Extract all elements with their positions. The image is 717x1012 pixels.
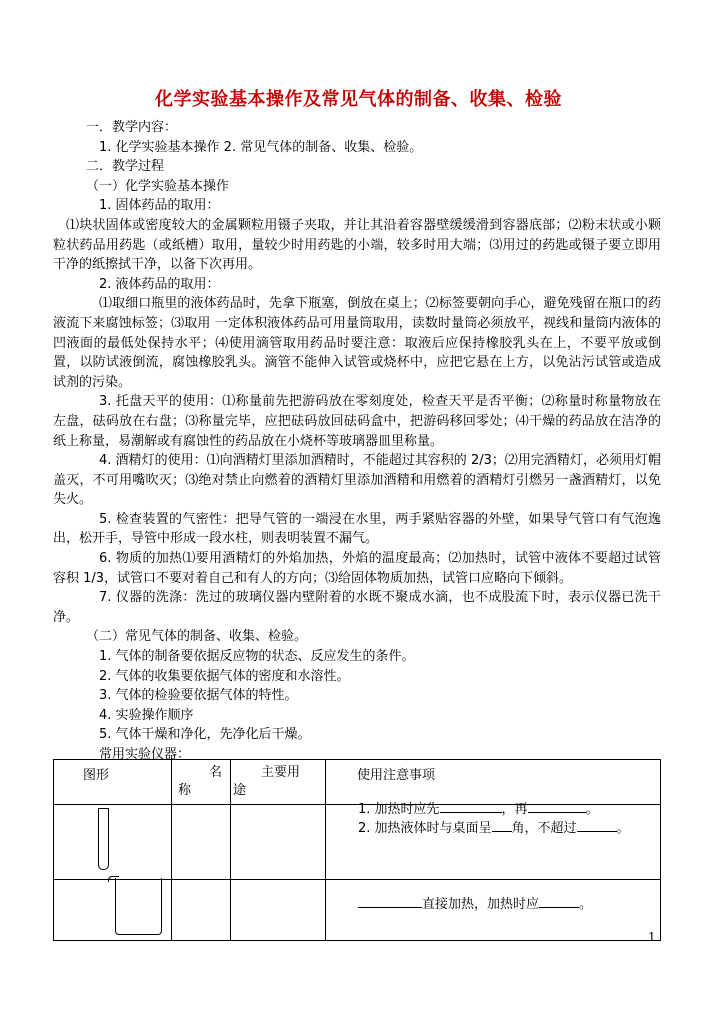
paragraph: 3. 托盘天平的使用：⑴称量前先把游码放在零刻度处，检查天平是否平衡；⑵称量时称量物放在左盘，砝码放在右盘；⑶称量完毕，应把砝码放回砝码盒中，把游码移回零处；⑷干燥的药品放在洁净的纸上称量，易潮解或有腐蚀性的药品放在小烧杯等玻璃器皿里称量。 — [53, 394, 661, 449]
list-item: 1. 气体的制备要依据反应物的状态、反应发生的条件。 — [99, 649, 415, 665]
paragraph: ⑴块状固体或密度较大的金属颗粒用镊子夹取，并让其沿着容器壁缓缓滑到容器底部；⑵粉末状或小颗粒状药品用药匙（或纸槽）取用，量较少时用药匙的小端，较多时用大端；⑶用过的药匙或镊子要立即用干净的纸擦拭干净，以备下次再用。 — [53, 217, 661, 273]
subsection-heading: （二）常见气体的制备、收集、检验。 — [86, 629, 308, 645]
cell-shape — [54, 805, 172, 880]
header-name — [172, 760, 231, 805]
list-item: 2. 气体的收集要依据气体的密度和水溶性。 — [99, 668, 350, 684]
cell-name — [172, 805, 231, 880]
note-line: 2. 加热液体时与桌面呈 角，不超过 。 — [358, 821, 630, 836]
paragraph: 5. 检查装置的气密性：把导气管的一端浸在水里，两手紧贴容器的外壁，如果导气管口有气泡逸出，松开手，导管中形成一段水柱，则表明装置不漏气。 — [53, 511, 661, 547]
header-name-part: 名 — [208, 765, 222, 780]
subsection-heading: （一）化学实验基本操作 — [86, 178, 230, 194]
header-name-part: 称 — [178, 783, 192, 798]
list-item: 4. 实验操作顺序 — [99, 707, 194, 723]
fill-blank — [577, 819, 617, 832]
beaker-drawing — [115, 878, 162, 935]
paragraph: 2. 液体药品的取用： — [99, 276, 220, 292]
header-use-part: 主要用 — [261, 765, 301, 780]
fill-blank — [440, 800, 502, 813]
cell-name — [172, 880, 231, 941]
table-header-row — [54, 760, 661, 805]
cell-use — [231, 880, 326, 941]
table-caption: 常用实验仪器： — [99, 747, 191, 762]
fill-blank — [539, 895, 579, 908]
paragraph: 4. 酒精灯的使用：⑴向酒精灯里添加酒精时，不能超过其容积的 2/3；⑵用完酒精灯，必须用灯帽盖灭，不可用嘴吹灭；⑶绝对禁止向燃着的酒精灯里添加酒精和用燃着的酒精灯引燃另一盏酒精灯，以免失火。 — [53, 453, 661, 508]
page-number: 1 — [648, 930, 656, 944]
page-title: 化学实验基本操作及常见气体的制备、收集、检验 — [155, 89, 562, 110]
list-item: 3. 气体的检验要依据气体的特性。 — [99, 688, 298, 704]
list-item: 5. 气体干燥和净化，先净化后干燥。 — [99, 727, 311, 743]
header-shape: 图形 — [54, 760, 172, 805]
paragraph: 1. 化学实验基本操作 2. 常见气体的制备、收集、检验。 — [99, 139, 423, 155]
cell-use — [231, 805, 326, 880]
header-use-part: 途 — [233, 783, 247, 798]
paragraph: ⑴取细口瓶里的液体药品时，先拿下瓶塞，倒放在桌上；⑵标签要朝向手心，避免残留在瓶口的药液流下来腐蚀标签；⑶取用 一定体积液体药品可用量筒取用，读数时量筒必须放平，视线和量筒内液体的凹液面的最低处保持水平；⑷使用滴管取用药品时要注意：取液后应保持橡胶乳头在上，不要平放或倒置，以防试液倒流，腐蚀橡胶乳头。滴管不能伸入试管或烧杯中，应把它悬在上方，以免沾污试管或造成试剂的污染。 — [53, 296, 661, 390]
paragraph: 1. 固体药品的取用： — [99, 198, 220, 214]
section-heading: 二．教学过程 — [86, 159, 165, 175]
header-notes: 使用注意事项 — [326, 760, 661, 805]
note-line: 1. 加热时应先 ，再 。 — [358, 802, 599, 817]
beaker-notes: 直接加热，加热时应 。 — [358, 893, 592, 912]
document-body — [53, 118, 661, 765]
fill-blank — [358, 895, 422, 908]
header-use — [231, 760, 326, 805]
test-tube-drawing — [98, 808, 109, 870]
paragraph: 7. 仪器的洗涤：洗过的玻璃仪器内壁附着的水既不聚成水滴，也不成股流下时，表示仪器已洗干净。 — [53, 590, 661, 625]
fill-blank — [528, 800, 586, 813]
paragraph: 6. 物质的加热⑴要用酒精灯的外焰加热，外焰的温度最高；⑵加热时，试管中液体不要超过试管容积 1/3，试管口不要对着自己和有人的方向；⑶给固体物质加热，试管口应略向下倾斜。 — [53, 551, 661, 586]
fill-blank — [492, 819, 512, 832]
section-heading: 一．教学内容： — [86, 120, 178, 135]
test-tube-notes — [358, 800, 630, 838]
